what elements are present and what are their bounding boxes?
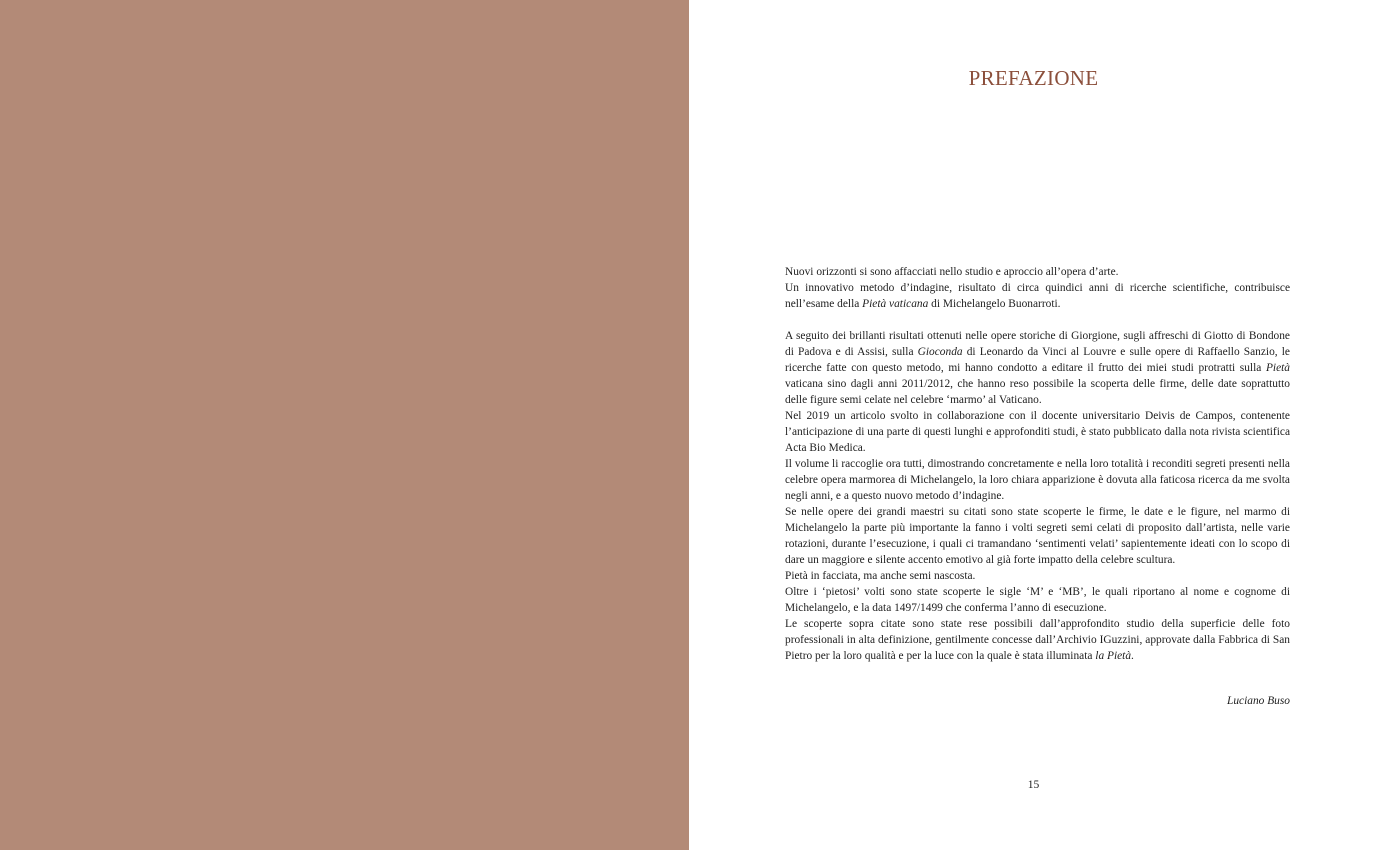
page-title: PREFAZIONE [968,66,1099,90]
author-signature: Luciano Buso [1227,695,1290,707]
paragraph-text: di Leonardo da Vinci al Louvre e sulle opere di Raffaello Sanzio, le ricerche fatte con questo metodo, mi hanno condotto a editare il frutto dei miei studi protratti sulla [785,346,1290,374]
paragraph-intro-line [785,264,1290,280]
paragraph-text: Le scoperte sopra citate sono state rese possibili dall’approfondito studio della superficie delle foto professionali in alta definizione, gentilmente concesse dall’Archivio IGuzzini, approvate dalla Fabbrica di San Pietro per la loro qualità e per la luce con la quale è stata illuminata [785,618,1290,662]
paragraph-pieta-facade: Pietà in facciata, ma anche semi nascosta. [785,570,976,582]
paragraph-secret-faces: Se nelle opere dei grandi maestri su citati sono state scoperte le firme, le date e le figure, nel marmo di Michelangelo la parte più importante la fanno i volti segreti semi celati di proposito dall’artista, nelle varie rotazioni, durante l’esecuzione, i quali ci tramandano ‘sentimenti velati’ sapientemente ideati con lo scopo di dare un maggiore e silente accento emotivo al già forte impatto della celebre scultura. [785,506,1290,566]
paragraph-article: Nel 2019 un articolo svolto in collaborazione con il docente universitario Deivis de Campos, contenente l’anticipazione di una parte di questi lunghi e approfonditi studi, è stato pubblicato dalla nota rivista scientifica Acta Bio Medica. [785,410,1290,454]
preface-body [785,264,1290,664]
page-number: 15 [1027,779,1040,791]
paragraph-photos [785,616,1290,664]
paragraph-method [785,280,1290,312]
paragraph-text: di Michelangelo Buonarroti. [928,298,1061,310]
italic-title: Pietà [1265,362,1290,374]
right-page [689,0,1378,850]
paragraph-text: Un innovativo metodo d’indagine, risultato di circa quindici anni di ricerche scientifiche, contribuisce nell’esame della [785,282,1290,310]
paragraph-initials: Oltre i ‘pietosi’ volti sono state scoperte le sigle ‘M’ e ‘MB’, le quali riportano al nome e cognome di Michelangelo, e la data 1497/1499 che conferma l’anno di esecuzione. [785,586,1290,614]
paragraph-text: A seguito dei brillanti risultati ottenuti nelle opere storiche di Giorgione, sugli affreschi di Giotto di Bondone di Padova e di Assisi, sulla [785,330,1290,358]
italic-title: Pietà vaticana [862,298,929,310]
paragraph-text: Nuovi orizzonti si sono affacciati nello studio e aproccio all’opera d’arte. [785,266,1119,278]
paragraph-previous-results [785,328,1290,408]
paragraph-gap [785,312,1290,328]
paragraph-volume: Il volume li raccoglie ora tutti, dimostrando concretamente e nella loro totalità i reconditi segreti presenti nella celebre opera marmorea di Michelangelo, la loro chiara apparizione è dovuta alla faticosa ricerca da me svolta negli anni, e a questo nuovo metodo d’indagine. [785,458,1290,502]
paragraph-text: . [1131,650,1134,662]
italic-title: la Pietà [1095,650,1132,662]
italic-title: Gioconda [917,346,963,358]
paragraph-text: vaticana sino dagli anni 2011/2012, che hanno reso possibile la scoperta delle firme, delle date soprattutto delle figure semi celate nel celebre ‘marmo’ al Vaticano. [785,378,1290,406]
